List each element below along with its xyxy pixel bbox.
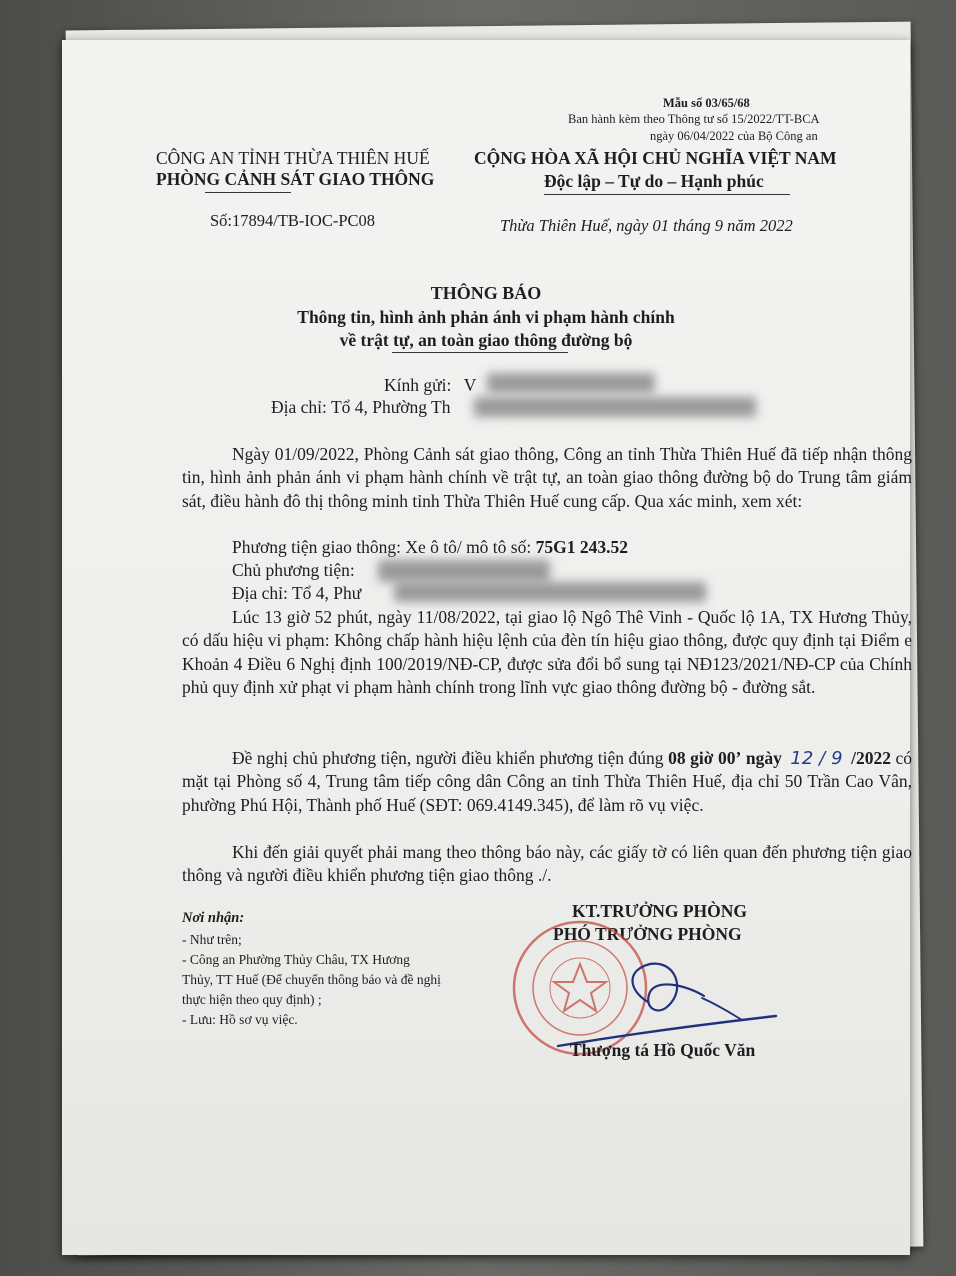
agency-underline [205,192,291,193]
redacted-recipient-address [474,397,756,417]
recipient-item-3: - Lưu: Hồ sơ vụ việc. [182,1012,298,1027]
vehicle-label: Phương tiện giao thông: Xe ô tô/ mô tô số: [232,537,536,557]
request-text-end: có mặt tại Phòng số 4, Trung tâm tiếp công dân Công an tỉnh Thừa Thiên Huế, địa chỉ 50 Trần Cao Vân, phường Phú Hội, Thành phố Huế (SĐT: 069.4149.345), để làm rõ vụ việc. [182,748,913,815]
paragraph-violation: Lúc 13 giờ 52 phút, ngày 11/08/2022, tại giao lộ Ngô Thê Vinh - Quốc lộ 1A, TX Hương Thủy, có dấu hiệu vi phạm: Không chấp hành hiệu lệnh của đèn tín hiệu giao thông, được quy định tại Điểm e Khoản 4 Điều 6 Nghị định 100/2019/NĐ-CP, được sửa đổi bổ sung tại NĐ123/2021/NĐ-CP của Chính phủ quy định xử phạt vi phạm hành chính trong lĩnh vực giao thông đường bộ - đường sắt. [182,607,912,698]
national-motto: Độc lập – Tự do – Hạnh phúc [544,171,764,191]
appointment-time: 08 giờ 00’ [668,748,742,768]
title-underline [392,352,568,353]
document-number: Số:17894/TB-IOC-PC08 [210,211,376,230]
signer-role-2: PHÓ TRƯỞNG PHÒNG [553,924,742,944]
redacted-recipient-name [487,373,655,393]
document-subtitle-2: về trật tự, an toàn giao thông đường bộ [339,330,633,350]
owner-label: Chủ phương tiện: [232,560,355,580]
recipients-title: Nơi nhận: [182,910,245,926]
handwritten-date: 12 / 9 [790,748,843,769]
place-and-date: Thừa Thiên Huế, ngày 01 tháng 9 năm 2022 [500,216,793,235]
owner-address: Địa chỉ: Tổ 4, Phư [232,583,362,603]
document-page [62,40,913,1255]
recipient-item-1: - Như trên; [182,932,242,947]
vehicle-line [232,537,628,558]
redacted-owner-address [394,582,706,602]
appointment-day-label: ngày [745,748,782,768]
paragraph-documents: Khi đến giải quyết phải mang theo thông báo này, các giấy tờ có liên quan đến phương tiện giao thông và người điều khiển phương tiện giao thông ./. [182,842,912,886]
signer-name: Thượng tá Hồ Quốc Văn [570,1040,756,1060]
recipient-item-2b: Thủy, TT Huế (Để chuyển thông báo và đề nghị [182,972,441,987]
recipient-item-2c: thực hiện theo quy định) ; [182,992,322,1007]
form-number: Mẫu số 03/65/68 [663,96,750,110]
recipient-label [384,375,476,396]
recipient-item-2a: - Công an Phường Thủy Châu, TX Hương [182,952,410,967]
salutation: Kính gửi: [384,375,452,395]
request-text-start: Đề nghị chủ phương tiện, người điều khiển phương tiện đúng [232,748,669,768]
appointment-year: /2022 [851,748,891,768]
agency-parent: CÔNG AN TỈNH THỪA THIÊN HUẾ [156,148,430,168]
issued-by-line-1: Ban hành kèm theo Thông tư số 15/2022/TT-BCA [568,112,820,126]
recipient-name-visible: V [463,375,477,395]
redacted-owner-name [378,560,550,582]
document-subtitle-1: Thông tin, hình ảnh phản ánh vi phạm hành chính [297,307,675,327]
recipient-address: Địa chỉ: Tổ 4, Phường Th [271,397,451,417]
signer-role-1: KT.TRƯỞNG PHÒNG [572,901,747,921]
paragraph-received: Ngày 01/09/2022, Phòng Cảnh sát giao thông, Công an tỉnh Thừa Thiên Huế đã tiếp nhận thông tin, hình ảnh phản ánh vi phạm hành chính về trật tự, an toàn giao thông đường bộ do Trung tâm giám sát, điều hành đô thị thông minh tỉnh Thừa Thiên Huế cung cấp. Qua xác minh, xem xét: [182,444,912,511]
motto-underline [544,194,790,195]
document-title: THÔNG BÁO [430,283,542,303]
agency-name: PHÒNG CẢNH SÁT GIAO THÔNG [156,169,435,189]
country-name: CỘNG HÒA XÃ HỘI CHỦ NGHĨA VIỆT NAM [474,148,837,168]
issued-by-line-2: ngày 06/04/2022 của Bộ Công an [650,129,818,143]
vehicle-plate: 75G1 243.52 [535,537,628,557]
paragraph-request [182,747,912,817]
